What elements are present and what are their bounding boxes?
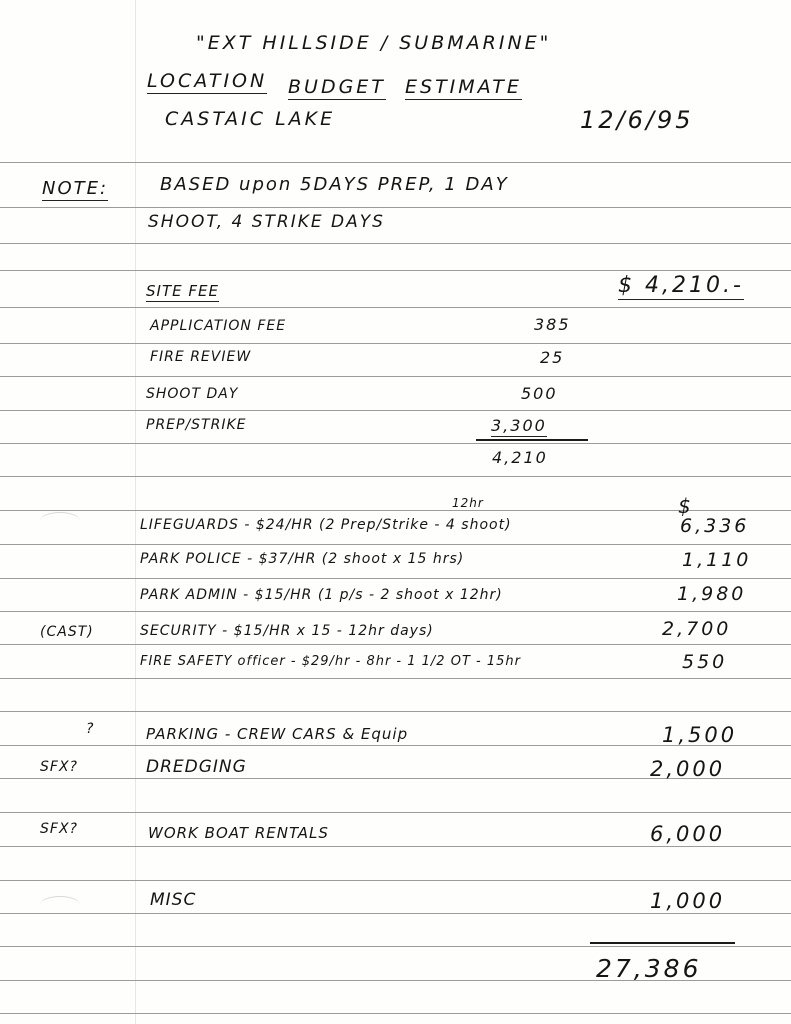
ruled-line [0, 880, 791, 881]
header-budget-word: BUDGET [288, 76, 386, 98]
ruled-line [0, 711, 791, 712]
header-location-word: LOCATION [147, 70, 268, 92]
site-fee-item-label: APPLICATION FEE [150, 318, 287, 334]
site-fee-subtotal: 4,210 [492, 448, 548, 467]
ruled-line [0, 946, 791, 947]
ruled-line [0, 476, 791, 477]
site-fee-item-label: SHOOT DAY [146, 386, 239, 402]
ruled-line [0, 510, 791, 511]
subtotal-rule [476, 439, 588, 441]
site-fee-item-amount: 500 [521, 384, 558, 403]
labor-item-label: PARK ADMIN - $15/HR (1 p/s - 2 shoot x 12hr) [140, 587, 503, 603]
labor-item-label: LIFEGUARDS - $24/HR (2 Prep/Strike - 4 shoot) [140, 517, 512, 533]
grand-total-rule [590, 942, 735, 944]
ruled-line [0, 578, 791, 579]
site-fee-label: SITE FEE [146, 282, 219, 300]
ruled-line [0, 376, 791, 377]
labor-margin-note: (CAST) [40, 624, 94, 640]
note-label: NOTE: [42, 178, 109, 199]
site-fee-item-amount: 385 [534, 315, 571, 334]
ruled-line [0, 611, 791, 612]
ruled-line [0, 678, 791, 679]
labor-item-label: FIRE SAFETY officer - $29/hr - 8hr - 1 1/2 OT - 15hr [140, 654, 521, 669]
grand-total: 27,386 [596, 954, 702, 983]
labor-item-amount: 550 [682, 651, 728, 673]
ruled-line [0, 343, 791, 344]
ruled-line [0, 644, 791, 645]
other-item-label: PARKING - CREW CARS & Equip [146, 725, 409, 743]
other-margin-note: SFX? [40, 821, 78, 837]
labor-item-label: PARK POLICE - $37/HR (2 shoot x 15 hrs) [140, 551, 465, 567]
other-item-amount: 6,000 [650, 822, 726, 846]
punch-hole-mark [40, 512, 80, 529]
punch-hole-mark [40, 896, 80, 913]
labor-hours-annotation: 12hr [452, 496, 484, 510]
other-item-amount: 1,500 [662, 723, 738, 747]
site-fee-item-amount: 3,300 [491, 416, 547, 435]
estimate-date: 12/6/95 [580, 106, 694, 134]
ruled-line [0, 162, 791, 163]
labor-item-amount: 1,980 [677, 583, 747, 605]
ruled-line [0, 846, 791, 847]
page-title: "EXT HILLSIDE / SUBMARINE" [196, 32, 552, 54]
ruled-line [0, 913, 791, 914]
labor-item-amount: 1,110 [682, 549, 752, 571]
note-line-1: BASED upon 5DAYS PREP, 1 DAY [160, 174, 509, 195]
other-item-amount: 1,000 [650, 889, 726, 913]
ruled-line [0, 443, 791, 444]
other-margin-note: SFX? [40, 759, 78, 775]
ruled-line [0, 307, 791, 308]
site-fee-item-amount: 25 [540, 348, 565, 367]
location-name: CASTAIC LAKE [165, 108, 336, 130]
ruled-line [0, 410, 791, 411]
ruled-line [0, 243, 791, 244]
other-item-label: DREDGING [146, 757, 247, 777]
ruled-line [0, 270, 791, 271]
labor-item-label: SECURITY - $15/HR x 15 - 12hr days) [140, 623, 434, 639]
ruled-line [0, 1013, 791, 1014]
margin-line [135, 0, 136, 1024]
note-line-2: SHOOT, 4 STRIKE DAYS [148, 212, 385, 232]
labor-item-amount: 6,336 [680, 515, 750, 537]
site-fee-item-label: PREP/STRIKE [146, 417, 247, 433]
other-item-label: MISC [150, 890, 197, 910]
labor-dollar-sign: $ [678, 494, 693, 518]
other-item-label: WORK BOAT RENTALS [148, 824, 329, 842]
site-fee-total: $ 4,210.- [618, 273, 744, 298]
other-item-amount: 2,000 [650, 757, 726, 781]
labor-item-amount: 2,700 [662, 618, 732, 640]
ruled-line [0, 812, 791, 813]
site-fee-item-label: FIRE REVIEW [150, 349, 252, 365]
other-margin-note: ? [86, 721, 95, 737]
header-estimate-word: ESTIMATE [405, 76, 522, 98]
ruled-line [0, 544, 791, 545]
ruled-line [0, 207, 791, 208]
